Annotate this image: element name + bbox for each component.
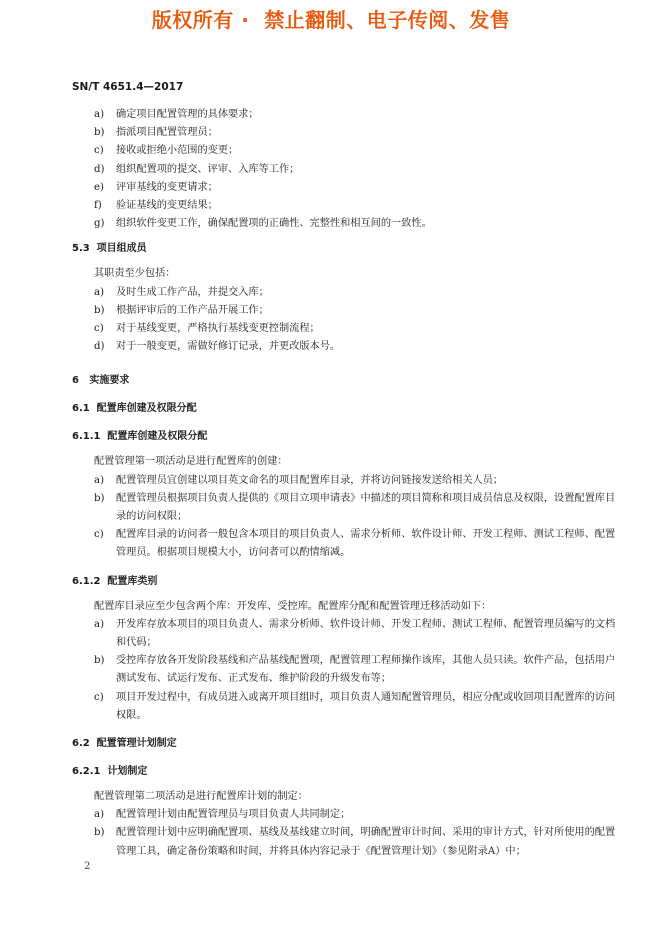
section-intro: 其职责至少包括： [94,268,176,280]
list-item: d) 组织配置项的提交、评审、入库等工作； [94,163,300,175]
list-item: b) 根据评审后的工作产品开展工作； [94,304,269,316]
document-body [72,106,616,861]
list-item: e) 评审基线的变更请求； [94,181,218,193]
section-heading-6: 6 实施要求 [72,375,130,387]
list-item: b) 配置管理员根据项目负责人提供的《项目立项申请表》中描述的项目简称和项目成员信息及权限，设置配置库目录的访问权限； [94,492,616,523]
list-item: b) 受控库存放各开发阶段基线和产品基线配置项，配置管理工程师操作该库，其他人员只读。软件产品，包括用户测试发布、试运行发布、正式发布、维护阶段的升级发布等； [94,655,616,685]
section-heading-5-3: 5.3 项目组成员 [72,243,147,255]
list-item: a) 配置管理计划由配置管理员与项目负责人共同制定； [94,809,351,821]
section-heading-6-2-1: 6.2.1 计划制定 [72,766,148,778]
list-item: c) 配置库目录的访问者一般包含本项目的项目负责人、需求分析师、软件设计师、开发工程师、测试工程师、配置管理员。根据项目规模大小，访问者可以酌情缩减。 [94,529,616,559]
list-item: a) 开发库存放本项目的项目负责人、需求分析师、软件设计师、开发工程师、测试工程师、配置管理员编写的文档和代码； [94,618,616,649]
list-item: c) 项目开发过程中，有成员进入或离开项目组时，项目负责人通知配置管理员，相应分配或收回项目配置库的访问权限。 [94,691,616,721]
list-item: a) 配置管理员宜创建以项目英文命名的项目配置库目录，并将访问链接发送给相关人员； [94,474,504,486]
section-intro: 配置库目录应至少包含两个库：开发库、受控库。配置库分配和配置管理迁移活动如下： [94,600,492,612]
list-item: a) 及时生成工作产品，并提交入库； [94,286,269,298]
list-item: a) 确定项目配置管理的具体要求； [94,109,259,120]
section-intro: 配置管理第二项活动是进行配置库计划的制定： [94,791,308,803]
copyright-watermark: 版权所有 · 禁止翻制、电子传阅、发售 [151,8,511,32]
section-heading-6-1-1: 6.1.1 配置库创建及权限分配 [72,431,208,443]
list-item: f) 验证基线的变更结果； [94,200,218,212]
list-item: d) 对于一般变更，需做好修订记录，并更改版本号。 [94,341,341,353]
list-item: c) 接收或拒绝小范围的变更； [94,145,239,157]
standard-number: SN/T 4651.4—2017 [72,81,184,93]
responsibility-list [72,106,616,233]
section-heading-6-1-2: 6.1.2 配置库类别 [72,575,158,587]
page-number: 2 [84,861,91,872]
section-intro: 配置管理第一项活动是进行配置库的创建： [94,456,288,468]
list-item: b) 指派项目配置管理员； [94,127,218,139]
list-item: b) 配置管理计划中应明确配置项、基线及基线建立时间，明确配置审计时间、采用的审计方式，针对所使用的配置管理工具，确定备份策略和时间，并将具体内容记录于《配置管理计划》（参见附录A）中； [94,827,616,857]
section-heading-6-1: 6.1 配置库创建及权限分配 [72,403,197,415]
list-item: g) 组织软件变更工作，确保配置项的正确性、完整性和相互间的一致性。 [94,218,432,230]
list-item: c) 对于基线变更，严格执行基线变更控制流程； [94,323,320,335]
section-heading-6-2: 6.2 配置管理计划制定 [72,738,177,750]
